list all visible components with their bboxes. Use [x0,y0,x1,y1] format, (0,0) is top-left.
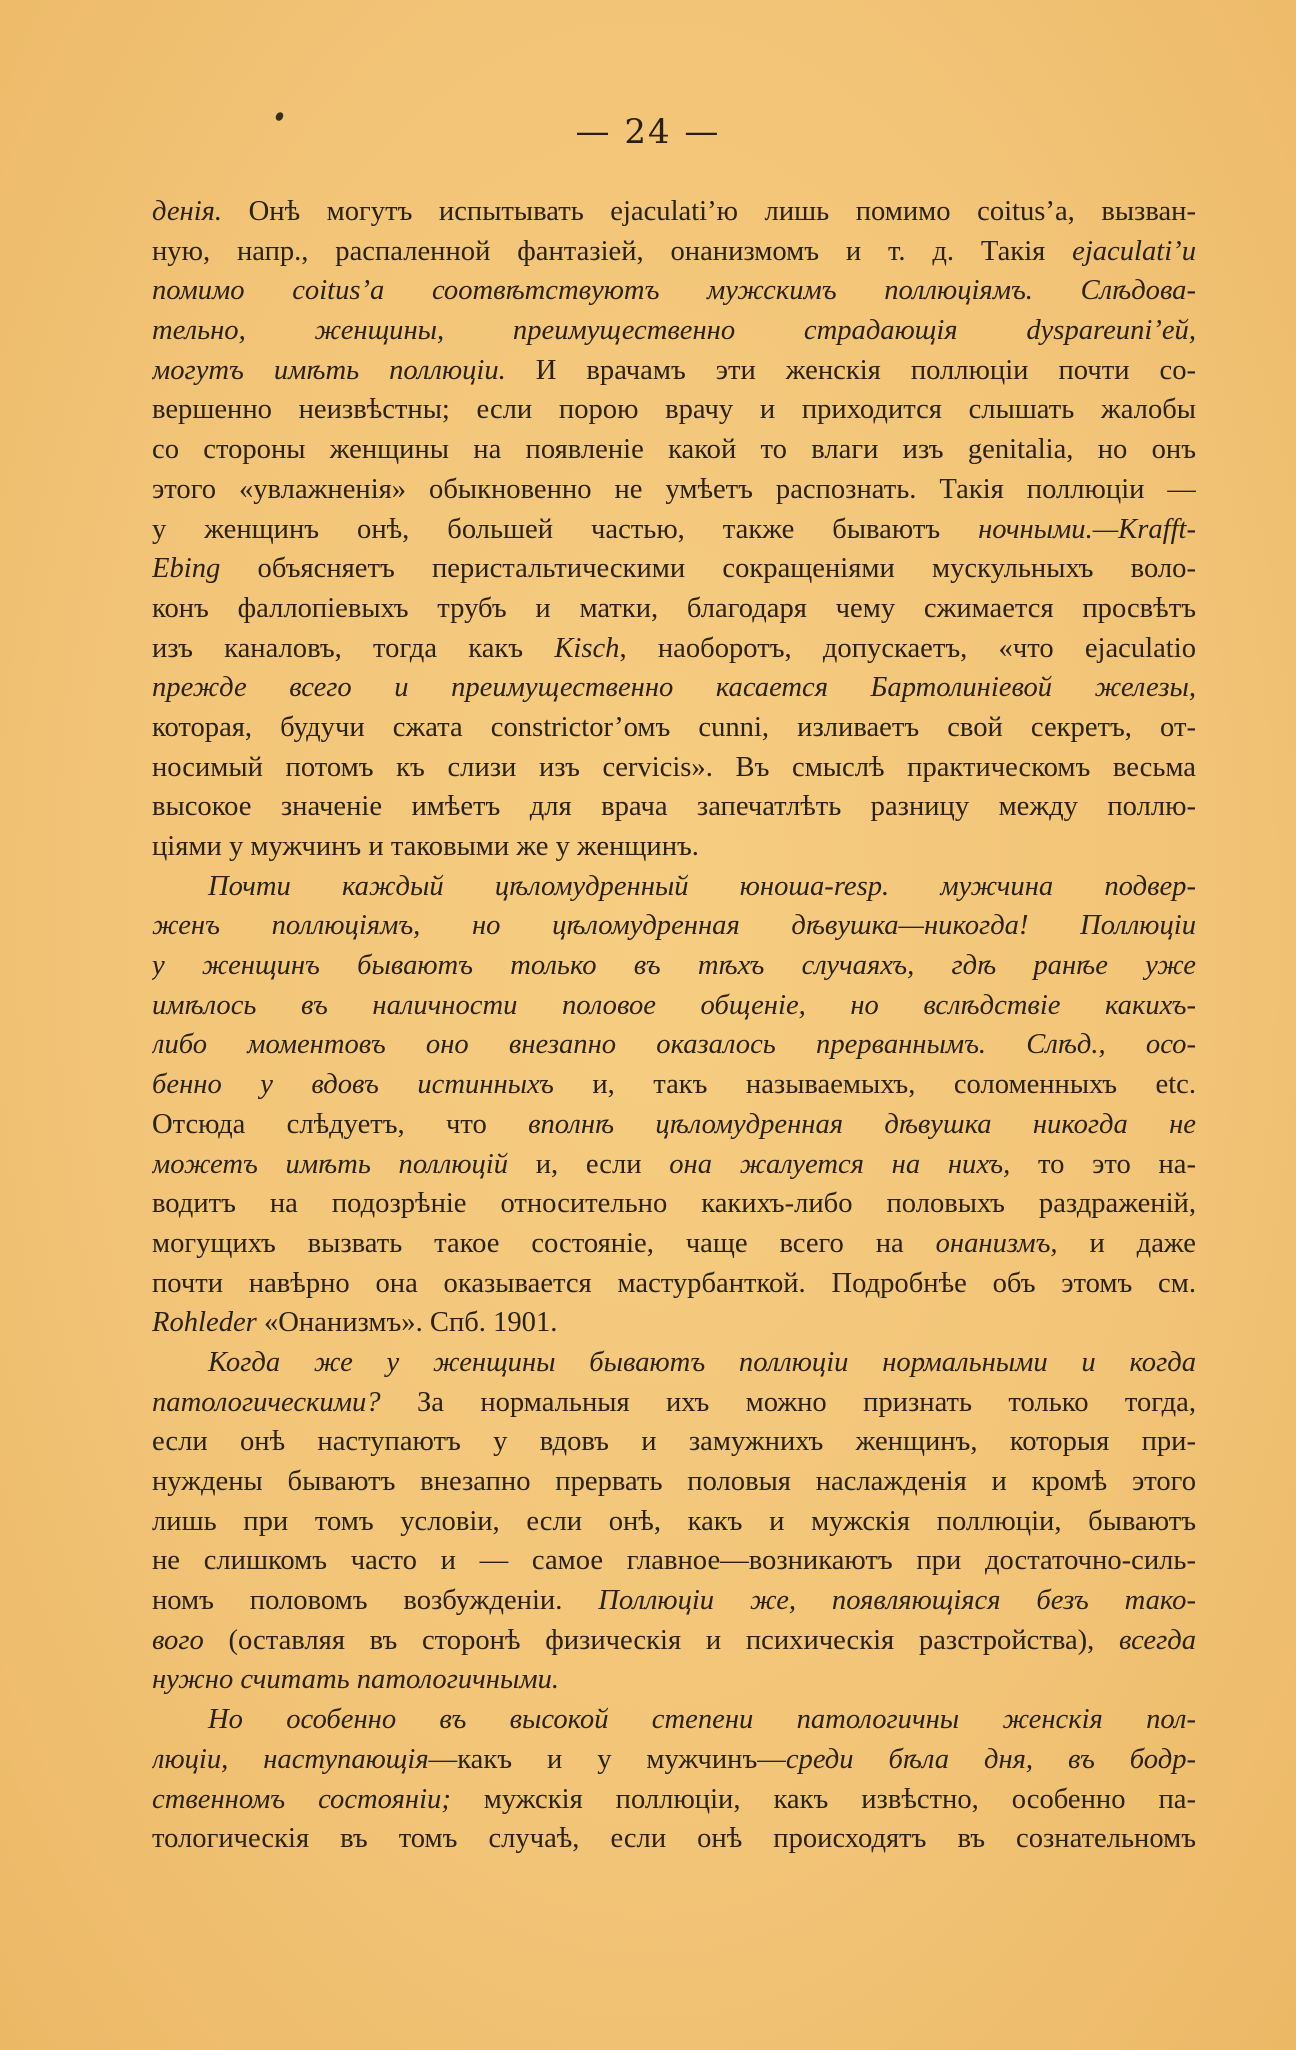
italic-text: онанизмъ, [935,1227,1058,1259]
italic-text: вполнѣ цѣломудренная дѣвушка никогда не [528,1108,1196,1140]
text-run: (оставляя въ сторонѣ физическія и психическія разстройства), [203,1624,1120,1656]
text-run: Отсюда слѣдуетъ, что [152,1108,529,1140]
italic-text: люціи, наступающія [152,1743,429,1775]
text-line [152,708,1196,748]
body-text [152,192,1196,1859]
italic-text: она жалуется на нихъ, [669,1148,1011,1180]
text-line [152,1462,1196,1502]
text-line [152,192,1196,232]
text-run: высокое значеніе имѣетъ для врача запечатлѣть разницу между поллю- [152,791,1196,823]
italic-text: денія. [152,196,223,227]
italic-text: всегда [1119,1624,1196,1656]
italic-text: Когда же у женщины бываютъ поллюціи нормальными и когда [208,1346,1196,1378]
text-run: , наоборотъ, допускаетъ, «что ejaculatio [619,632,1196,664]
italic-text: нужно считать патологичными. [152,1664,560,1696]
text-line [152,1025,1196,1065]
text-line [152,549,1196,589]
text-line [152,589,1196,629]
italic-text: могутъ имѣть поллюціи. [152,354,506,386]
text-run: носимый потомъ къ слизи изъ cervicis». Въ смыслѣ практическомъ весьма [152,751,1196,783]
text-line [152,787,1196,827]
text-line [152,470,1196,510]
italic-text: Поллюціи же, появляющіяся безъ тако- [598,1585,1196,1617]
italic-text: вого [152,1624,204,1656]
text-run: —какъ и у мужчинъ— [428,1743,786,1775]
text-line [152,1541,1196,1581]
text-line [152,1264,1196,1304]
text-line [152,946,1196,986]
text-line [152,1621,1196,1661]
text-run: которая, будучи сжата constrictor’омъ cunni, изливаетъ свой секретъ, от- [152,711,1196,743]
text-line [152,1780,1196,1820]
italic-text: помимо coitus’a соотвѣтствуютъ мужскимъ поллюціямъ. Слѣдова- [152,275,1196,307]
text-line [152,390,1196,430]
italic-text: женъ поллюціямъ, но цѣломудренная дѣвушка—никогда! Поллюціи [152,910,1196,942]
text-run: нуждены бываютъ внезапно прервать половыя наслажденія и кромѣ этого [152,1466,1196,1497]
text-line [152,1700,1196,1740]
text-line [152,748,1196,788]
text-run: «Онанизмъ». Спб. 1901. [256,1307,558,1339]
text-line [152,510,1196,550]
text-line [152,1343,1196,1383]
text-line [152,1065,1196,1105]
text-run: и, если [508,1148,670,1180]
text-line [152,1819,1196,1859]
text-run: то это на- [1010,1148,1196,1180]
text-run: объясняетъ перистальтическими сокращеніями мускульныхъ воло- [220,553,1196,585]
text-line [152,1422,1196,1462]
text-run: ную, напр., распаленной фантазіей, онанизмомъ и т. д. Такія [152,235,1073,267]
text-run: номъ половомъ возбужденіи. [152,1585,599,1617]
italic-text: можетъ имѣть поллюцій [152,1148,509,1180]
text-run: мужскія поллюціи, какъ извѣстно, особенно па- [450,1783,1196,1815]
text-line [152,1740,1196,1780]
text-run: почти навѣрно она оказывается мастурбанткой. Подробнѣе объ этомъ см. [152,1267,1196,1299]
italic-text: ночными.—Krafft- [978,513,1196,545]
italic-text: Почти каждый цѣломудренный юноша-resp. мужчина подвер- [208,870,1196,902]
italic-text: Но особенно въ высокой степени патологичны женскія пол- [208,1704,1196,1736]
italic-text: Rohleder [152,1307,257,1339]
text-run: тологическія въ томъ случаѣ, если онѣ происходятъ въ сознательномъ [152,1823,1196,1855]
italic-text: ejaculati’и [1072,235,1196,267]
italic-text: тельно, женщины, преимущественно страдающія dyspareuni’ей, [152,315,1196,347]
text-run: вершенно неизвѣстны; если порою врачу и приходится слышать жалобы [152,394,1196,426]
italic-text: бенно у вдовъ истинныхъ [152,1069,554,1101]
text-run: водитъ на подозрѣніе относительно какихъ-либо половыхъ раздраженій, [152,1188,1196,1220]
text-run: изъ каналовъ, тогда какъ [152,632,555,664]
italic-text: либо моментовъ оно внезапно оказалось прерваннымъ. Слѣд., осо- [152,1029,1196,1061]
italic-text: Kisch [554,632,620,664]
text-line [152,867,1196,907]
text-run: лишь при томъ условіи, если онѣ, какъ и мужскія поллюціи, бываютъ [152,1505,1196,1537]
text-run: За нормальныя ихъ можно признать только тогда, [380,1386,1196,1418]
italic-text: среди бѣла дня, въ бодр- [785,1743,1196,1775]
text-run: и, такъ называемыхъ, соломенныхъ etc. [553,1069,1196,1101]
text-run: ціями у мужчинъ и таковыми же у женщинъ. [152,831,699,862]
text-run: у женщинъ онѣ, большей частью, также бываютъ [152,513,979,545]
text-run: не слишкомъ часто и — самое главное—возникаютъ при достаточно-силь- [152,1545,1196,1577]
text-line [152,1581,1196,1621]
text-line [152,1303,1196,1343]
text-line [152,827,1196,867]
text-run: конъ фаллопіевыхъ трубъ и матки, благодаря чему сжимается просвѣтъ [152,592,1196,624]
text-line [152,1224,1196,1264]
italic-text: Ebing [152,553,221,585]
page-number: — 24 — [575,112,721,152]
text-run: И врачамъ эти женскія поллюціи почти со- [505,354,1196,386]
text-line [152,1502,1196,1542]
italic-text: прежде всего и преимущественно касается Бартолиніевой железы, [152,672,1196,704]
text-line [152,311,1196,351]
italic-text: у женщинъ бываютъ только въ тѣхъ случаяхъ, гдѣ ранѣе уже [152,950,1196,982]
italic-text: патологическими? [152,1386,381,1418]
text-run: Онѣ могутъ испытывать ejaculati’ю лишь помимо coitus’a, вызван- [222,196,1196,227]
text-run: со стороны женщины на появленіе какой то влаги изъ genitalia, но онъ [152,434,1196,466]
text-run: если онѣ наступаютъ у вдовъ и замужнихъ женщинъ, которыя при- [152,1426,1196,1458]
text-line [152,430,1196,470]
text-line [152,351,1196,391]
text-line [152,629,1196,669]
text-line [152,1145,1196,1185]
text-line [152,1383,1196,1423]
text-run: могущихъ вызвать такое состояніе, чаще всего на [152,1227,936,1259]
text-run: этого «увлажненія» обыкновенно не умѣетъ распознать. Такія поллюціи — [152,473,1196,505]
italic-text: ственномъ состояніи; [152,1783,451,1815]
text-line [152,986,1196,1026]
text-line [152,1184,1196,1224]
text-line [152,1660,1196,1700]
text-line [152,1105,1196,1145]
text-line [152,271,1196,311]
text-line [152,906,1196,946]
text-line [152,668,1196,708]
text-line [152,232,1196,272]
italic-text: имѣлось въ наличности половое общеніе, но вслѣдствіе какихъ- [152,989,1196,1021]
text-run: и даже [1057,1227,1196,1259]
